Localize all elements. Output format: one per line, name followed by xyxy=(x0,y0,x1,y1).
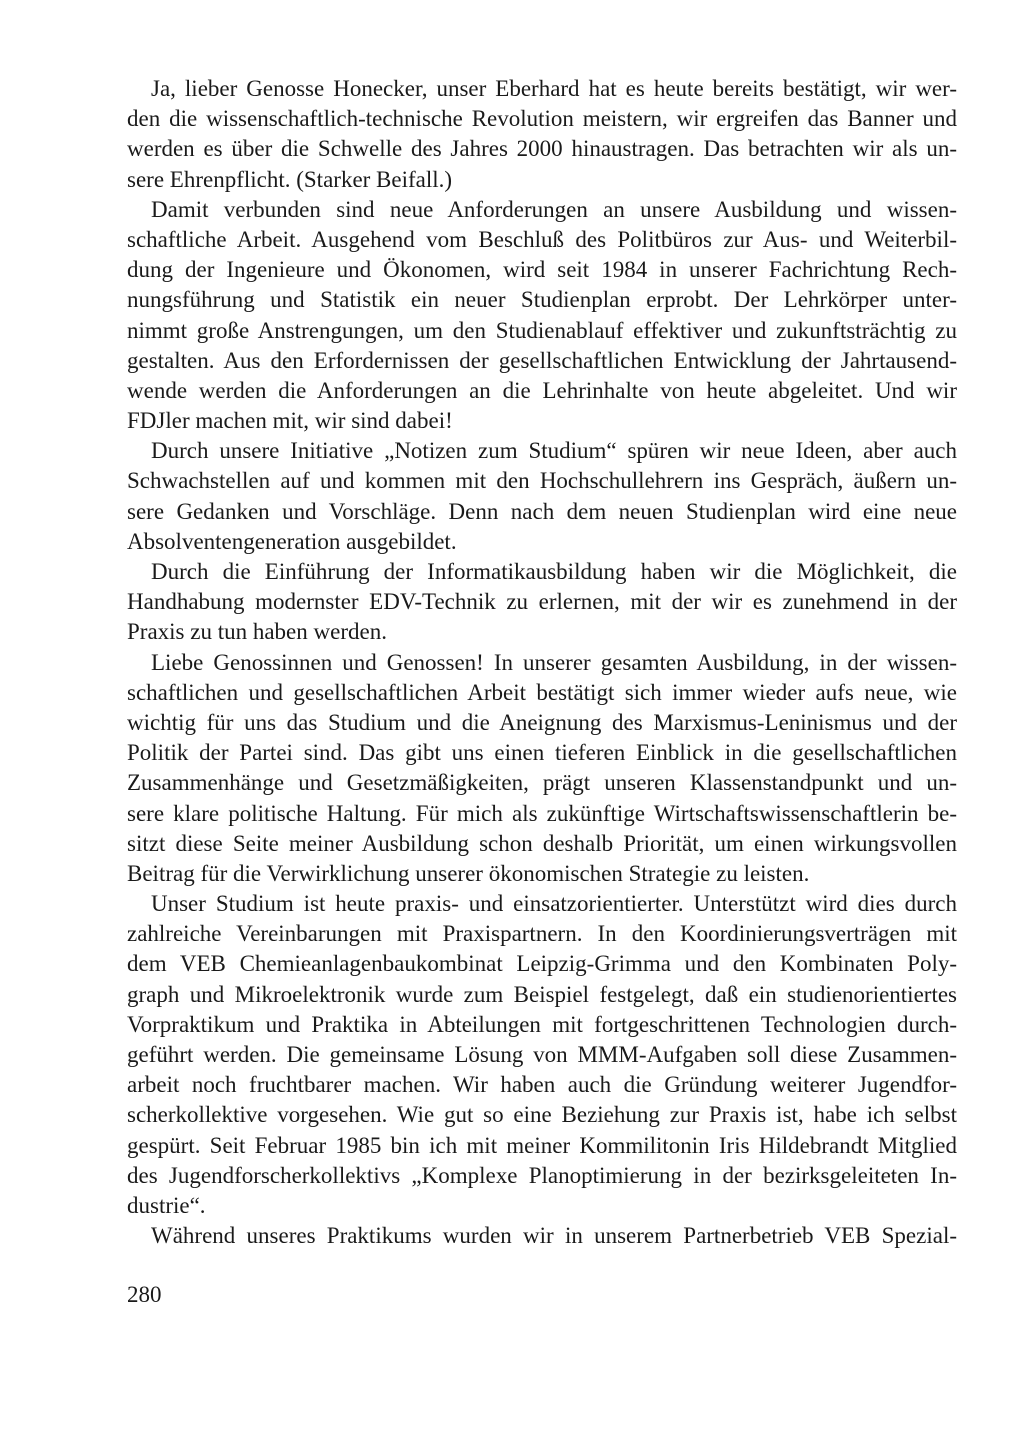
text-line: dem VEB Chemieanlagenbaukombinat Leipzig-Grimma und den Kombinaten Poly- xyxy=(127,951,957,977)
text-line: nimmt große Anstrengungen, um den Studienablauf effektiver und zukunftsträchtig zu xyxy=(127,317,957,343)
text-line: Schwachstellen auf und kommen mit den Hochschullehrern ins Gespräch, äußern un- xyxy=(127,468,957,494)
text-line: Handhabung modernster EDV-Technik zu erlernen, mit der wir es zunehmend in der xyxy=(127,589,957,615)
body-text xyxy=(127,74,957,1251)
text-line: zahlreiche Vereinbarungen mit Praxispartnern. In den Koordinierungsverträgen mit xyxy=(127,921,957,947)
text-line: dung der Ingenieure und Ökonomen, wird seit 1984 in unserer Fachrichtung Rech- xyxy=(127,257,957,283)
text-line: Zusammenhänge und Gesetzmäßigkeiten, prägt unseren Klassenstandpunkt und un- xyxy=(127,770,957,796)
text-line: graph und Mikroelektronik wurde zum Beispiel festgelegt, daß ein studienorientiertes xyxy=(127,981,957,1007)
text-line: Vorpraktikum und Praktika in Abteilungen mit fortgeschrittenen Technologien durch- xyxy=(127,1011,957,1037)
paragraph xyxy=(127,74,957,195)
paragraph xyxy=(127,648,957,890)
text-line: scherkollektive vorgesehen. Wie gut so eine Beziehung zur Praxis ist, habe ich selbst xyxy=(127,1102,957,1128)
text-line: arbeit noch fruchtbarer machen. Wir haben auch die Gründung weiterer Jugendfor- xyxy=(127,1072,957,1098)
text-line: Beitrag für die Verwirklichung unserer ökonomischen Strategie zu leisten. xyxy=(127,860,810,886)
text-line: Liebe Genossinnen und Genossen! In unserer gesamten Ausbildung, in der wissen- xyxy=(151,649,957,675)
text-line: Durch unsere Initiative „Notizen zum Studium“ spüren wir neue Ideen, aber auch xyxy=(151,438,957,464)
text-line: sitzt diese Seite meiner Ausbildung schon deshalb Priorität, um einen wirkungsvollen xyxy=(127,830,957,856)
text-line: geführt werden. Die gemeinsame Lösung von MMM-Aufgaben soll diese Zusammen- xyxy=(127,1042,957,1067)
text-line: nungsführung und Statistik ein neuer Studienplan erprobt. Der Lehrkörper unter- xyxy=(127,287,957,313)
text-line: Absolventengeneration ausgebildet. xyxy=(127,528,457,554)
text-line: sere Gedanken und Vorschläge. Denn nach dem neuen Studienplan wird eine neue xyxy=(127,498,957,524)
text-line: Praxis zu tun haben werden. xyxy=(127,619,387,645)
text-line: Unser Studium ist heute praxis- und einsatzorientierter. Unterstützt wird dies durch xyxy=(151,891,957,917)
paragraph xyxy=(127,436,957,557)
text-line: des Jugendforscherkollektivs „Komplexe Planoptimierung in der bezirksgeleiteten In- xyxy=(127,1162,957,1188)
text-line: Während unseres Praktikums wurden wir in unserem Partnerbetrieb VEB Spezial- xyxy=(151,1223,957,1249)
text-line: sere Ehrenpflicht. (Starker Beifall.) xyxy=(127,166,453,192)
text-line: den die wissenschaftlich-technische Revolution meistern, wir ergreifen das Banner und xyxy=(127,106,957,132)
page-number: 280 xyxy=(127,1282,162,1307)
text-line: dustrie“. xyxy=(127,1192,206,1218)
paragraph xyxy=(127,889,957,1221)
paragraph xyxy=(127,557,957,648)
text-line: gestalten. Aus den Erfordernissen der gesellschaftlichen Entwicklung der Jahrtausend- xyxy=(127,347,957,373)
text-line: Durch die Einführung der Informatikausbildung haben wir die Möglichkeit, die xyxy=(151,559,957,584)
text-line: wende werden die Anforderungen an die Lehrinhalte von heute abgeleitet. Und wir xyxy=(127,377,957,403)
text-line: Damit verbunden sind neue Anforderungen an unsere Ausbildung und wissen- xyxy=(151,196,957,222)
text-line: sere klare politische Haltung. Für mich als zukünftige Wirtschaftswissenschaftlerin be- xyxy=(127,800,957,826)
text-line: Politik der Partei sind. Das gibt uns einen tieferen Einblick in die gesellschaftlichen xyxy=(127,740,957,766)
text-line: schaftliche Arbeit. Ausgehend vom Beschluß des Politbüros zur Aus- und Weiterbil- xyxy=(127,226,957,252)
paragraph xyxy=(127,1221,957,1251)
paragraph xyxy=(127,195,957,437)
text-line: Ja, lieber Genosse Honecker, unser Eberhard hat es heute bereits bestätigt, wir wer- xyxy=(151,76,957,101)
text-line: FDJler machen mit, wir sind dabei! xyxy=(127,408,453,434)
text-line: gespürt. Seit Februar 1985 bin ich mit meiner Kommilitonin Iris Hildebrandt Mitglied xyxy=(127,1132,957,1158)
text-line: werden es über die Schwelle des Jahres 2000 hinaustragen. Das betrachten wir als un- xyxy=(127,136,957,162)
text-line: wichtig für uns das Studium und die Aneignung des Marxismus-Leninismus und der xyxy=(127,709,957,735)
text-line: schaftlichen und gesellschaftlichen Arbeit bestätigt sich immer wieder aufs neue, wie xyxy=(127,679,957,705)
